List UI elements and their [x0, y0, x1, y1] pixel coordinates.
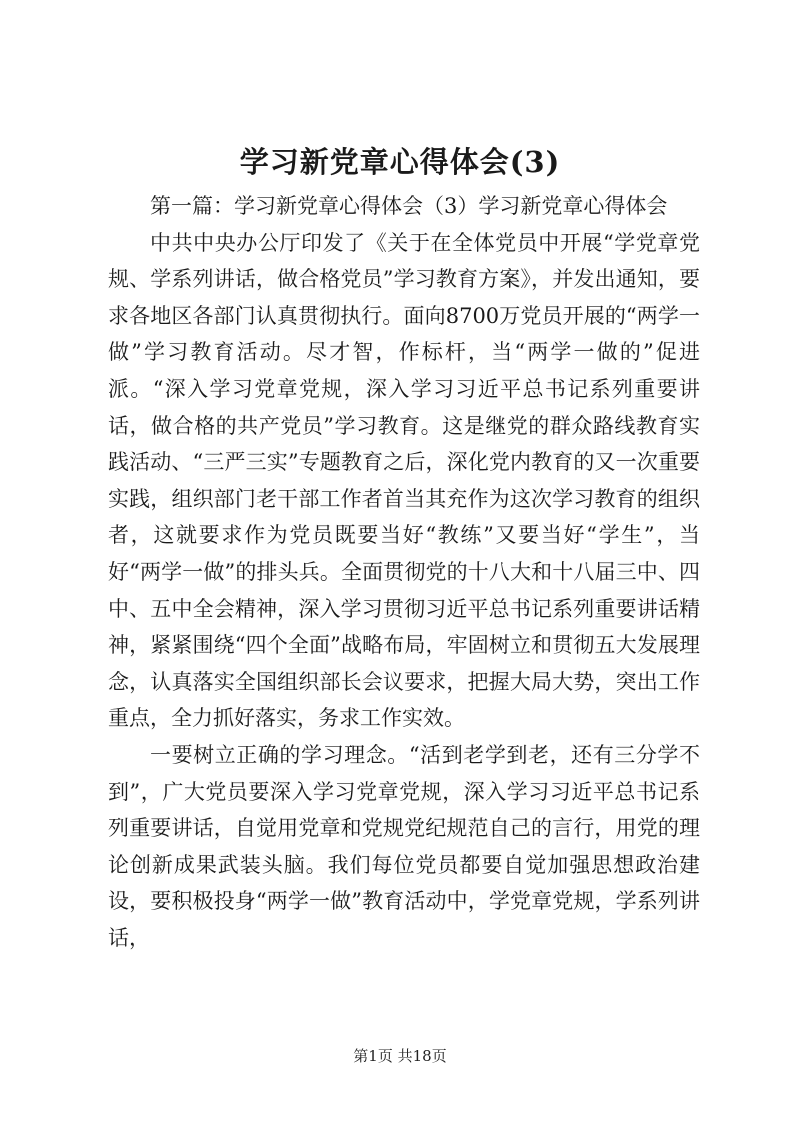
page-number-footer: 第1页 共18页: [353, 1047, 447, 1065]
document-body: [108, 188, 700, 956]
document-title: 学习新党章心得体会(3): [239, 145, 561, 179]
paragraph: 一要树立正确的学习理念。“活到老学到老，还有三分学不到”，广大党员要深入学习党章党规，深入学习习近平总书记系列重要讲话，自觉用党章和党规党纪规范自己的言行，用党的理论创新成果武装头脑。我们每位党员都要自觉加强思想政治建设，要积极投身“两学一做”教育活动中，学党章党规，学系列讲话，: [108, 742, 700, 950]
paragraph: 中共中央办公厅印发了《关于在全体党员中开展“学党章党规、学系列讲话，做合格党员”学习教育方案》，并发出通知，要求各地区各部门认真贯彻执行。面向8700万党员开展的“两学一做”学习教育活动。尽才智，作标杆，当“两学一做的”促进派。“深入学习党章党规，深入学习习近平总书记系列重要讲话，做合格的共产党员”学习教育。这是继党的群众路线教育实践活动、“三严三实”专题教育之后，深化党内教育的又一次重要实践，组织部门老干部工作者首当其充作为这次学习教育的组织者，这就要求作为党员既要当好“教练”又要当好“学生”，当好“两学一做”的排头兵。全面贯彻党的十八大和十八届三中、四中、五中全会精神，深入学习贯彻习近平总书记系列重要讲话精神，紧紧围绕“四个全面”战略布局，牢固树立和贯彻五大发展理念，认真落实全国组织部长会议要求，把握大局大势，突出工作重点，全力抓好落实，务求工作实效。: [108, 230, 700, 731]
paragraph-heading: 第一篇：学习新党章心得体会（3）学习新党章心得体会: [150, 194, 668, 218]
